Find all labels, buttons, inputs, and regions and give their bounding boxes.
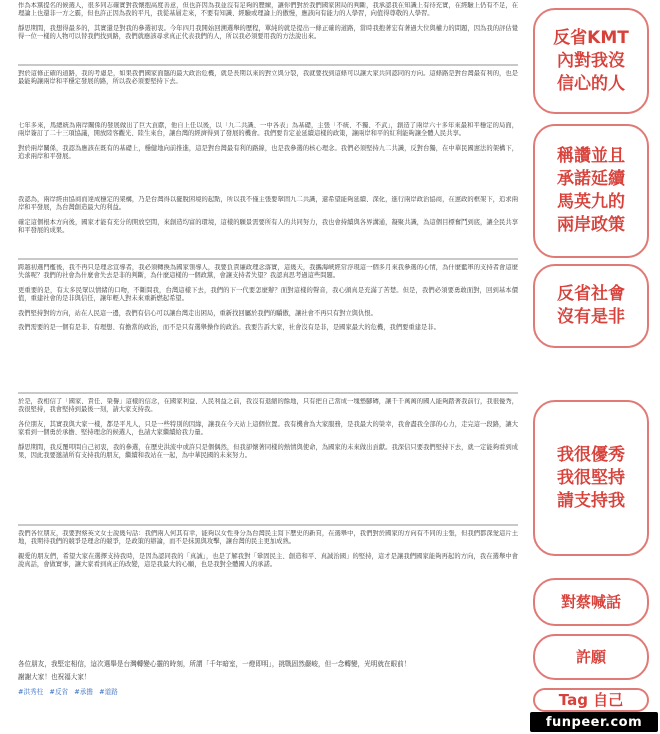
article-paragraph: 靜思期間，我想得最多的，其實還是對我的參選初衷。今年四月我開始回溯選舉的歷程，單純的就是提出一條正確的道路，當時我抱著宏有著過大位與權力的問題，因為我的評估覺得一位一樣的人物可以替我們找到路，我們就應該尋求真正代表我們的人，所以我必須要用我的方法說出來。 [18,24,518,41]
hashtag-link[interactable]: #洪秀柱 [18,688,44,696]
article-paragraph: 我認為，兩岸經由協商而達成穩定的架構，乃是台灣得以擺脫困境的起點，所以我不僅主張要鞏固九二共識，還希望能夠延續、深化，進行兩岸政治協商，在憲政的框架下，追求兩岸和平發展，為台灣創造最大的利益。 [18,196,518,212]
callout-message-to-tsai [533,578,649,626]
article-paragraph: 跨越初選門檻後，我不再只是理念宣導者，我必須轉換為國家領導人，我要負責廉政理念落實，這幾天，我攜海峽經常浮現這一個多月來我參選的心情，為什麼藍軍的支持者會這麼失落呢？我們的社會為什麼會失去是非的判斷，為什麼這樣的一個政黨，會讓支持者失望？我認真思考過這些問題。 [18,264,518,280]
section-divider [18,524,518,526]
callout-reflect-kmt [533,8,649,114]
article-section-1 [18,2,518,58]
callout-wish [533,634,649,680]
hashtag-link[interactable]: #道路 [99,688,118,696]
callout-label: Tag 自己 [558,691,624,709]
article-paragraph: 我們堅持對的方向，站在人民這一邊，我們有信心可以讓台灣走出困局，重新找回屬於我們的驕傲，讓社會不再只有對立與仇恨。 [18,309,377,317]
article-section-5 [18,398,518,518]
callout-label: 反省KMT 內對我沒 信心的人 [553,27,629,94]
article-paragraph: 更重要的是，有太多民眾以情緒的口吻，不斷問我，台灣這樣下去，我們的下一代要怎麼辦？面對這樣的聲音，我心頭真是充滿了苦楚。但是，我們必須要勇敢面對，回到基本價值，重建社會的是非與信任，讓年輕人對未來重新燃起希望。 [18,286,518,303]
article-paragraph: 作為本黨提名的候選人，很多同志確實對我懷抱高度善意，但也許因為我並沒有足夠的歷練，讓你們對於我們國家困局的判斷，我承認我在知識上有待充實，在經驗上仍有不足，在理論上也還非一方之霸，但也許正因為我的平凡，我從基層走來，不要有知識、經驗或理論上的傲慢，應該向有能力的人學習，向值得尊敬的人學習。 [18,2,518,18]
article-paragraph: 親愛的朋友們，希望大家在選擇支持我時，是因為認同我的「真誠」，也是了解我對「鞏固民主、創造和平、真誠治國」的堅持，這才是讓我們國家能夠再起的方向，我在選舉中會說真話，會做實事，讓大家看到真正的改變，這是我最大的心願，也是我對全體國人的承諾。 [18,552,518,569]
article-section-4 [18,264,518,388]
article-paragraph: 各位朋友，其實我與大家一樣，都是平凡人，只是一些特別的因緣，讓我在今天站上這個位置。我有機會為大家服務，是我最大的榮幸，我會盡我全部的心力，走完這一段路，讓大家看到一個勇於承擔、堅持理念的候選人，也請大家繼續給我力量。 [18,420,518,437]
closing-line: 各位朋友，我堅定相信，這次選舉是台灣轉變心靈的時刻，所謂「千年暗室，一燈即明」，挑戰固然嚴峻，但一念轉變，光明就在眼前！ [18,660,411,668]
hashtag-list [18,686,518,696]
article-paragraph: 我們各位朋友，我要對蔡英文女士說幾句話：我們兩人何其有幸，能夠以女性身分為台灣民主寫下歷史的新頁，在選舉中，我們對於國家的方向有不同的主張，但我們都深愛這片土地，我期待我們的競爭是理念的競爭，是政策的辯論，而不是抹黑與攻擊，讓台灣的民主更加成熟。 [18,530,518,546]
section-divider [18,392,518,394]
hashtag-link[interactable]: #承擔 [74,688,93,696]
closing-thanks: 謝謝大家！也祝福大家！ [18,673,91,681]
callout-label: 對蔡喊話 [560,593,621,611]
callout-label: 稱讚並且 承諾延續 馬英九的 兩岸政策 [557,146,625,235]
callout-label: 許願 [575,648,606,666]
article-paragraph: 我們需要的是一個有是非、有理想、有擔當的政治，而不是只有選舉操作的政治。我要告訴大家，社會沒有是非，是國家最大的危機，我們要重建是非。 [18,324,440,332]
article-section-6 [18,530,518,650]
article-paragraph: 靜思期間，我反覆叩問自己初衷，我的參選，在歷史洪流中或許只是個偶然，但我卻懷著同樣的熱情與使命，為國家的未來做出貢獻。我深信只要我們堅持下去，就一定能夠看到成果，因此我要邀請所有支持我的朋友，繼續和我站在一起，為中華民國的未來努力。 [18,443,518,460]
section-divider [18,258,518,260]
article-paragraph: 七年多來，馬總統為兩岸關係的發展做出了巨大貢獻，他自上任以後，以「九二共識、一中各表」為基礎，主張「不統、不獨、不武」，創造了兩岸六十多年來最和平穩定的局面，兩岸簽訂了二十三項協議，開放陸客觀光、陸生來台，讓台灣的經濟得到了發展的機會。我們要肯定並延續這樣的政策，讓兩岸和平的紅利能夠讓全體人民共享。 [18,122,518,138]
article-paragraph: 確定這個根本方向後，國家才能有充分的開放空間，來創造均富的環境，這樣的願景需要所有人的共同努力，我也會持續與各界溝通，凝聚共識，為這個目標奮鬥到底，讓全民共享和平發展的成果。 [18,218,518,235]
article-section-2a [18,70,518,120]
section-divider [18,64,518,66]
callout-label: 反省社會 沒有是非 [557,284,625,327]
callout-praise-ma-policy [533,124,649,258]
site-watermark: funpeer.com [530,712,658,732]
callout-label: 我很優秀 我很堅持 請支持我 [557,444,625,511]
callout-tag-self [533,688,649,712]
article-closing [18,660,518,720]
article-paragraph: 對於兩岸關係，我認為應該在既有的基礎上，穩健地向前推進，這是對台灣最有利的路線，也是我參選的核心理念。我們必須堅持九二共識，反對台獨，在中華民國憲法的架構下，追求兩岸和平發展。 [18,144,518,161]
article-body [4,0,522,732]
article-section-2b [18,122,518,194]
callout-reflect-society [533,264,649,348]
hashtag-link[interactable]: #反省 [49,688,69,696]
callout-support-me [533,400,649,556]
article-paragraph: 於是，我相信了「國家、責任、榮譽」這樣的信念，在國家利益、人民利益之前，我沒有退縮的餘地，只有把自己當成一塊墊腳磚，讓千千萬萬的國人能夠踏著我前行，我很優秀，我很堅持，我會堅持到最後一刻，請大家支持我。 [18,398,518,414]
article-paragraph: 對於這條正確的道路，我的考慮是，如果我們國家面臨的最大政治危機，就是長期以來的對立與分裂，我就要找到這條可以讓大家共同認同的方向。這條路是對台灣最有利的，也是最能夠讓兩岸和平穩定發展的路，所以我必須要堅持下去。 [18,70,518,86]
article-section-3 [18,196,518,254]
